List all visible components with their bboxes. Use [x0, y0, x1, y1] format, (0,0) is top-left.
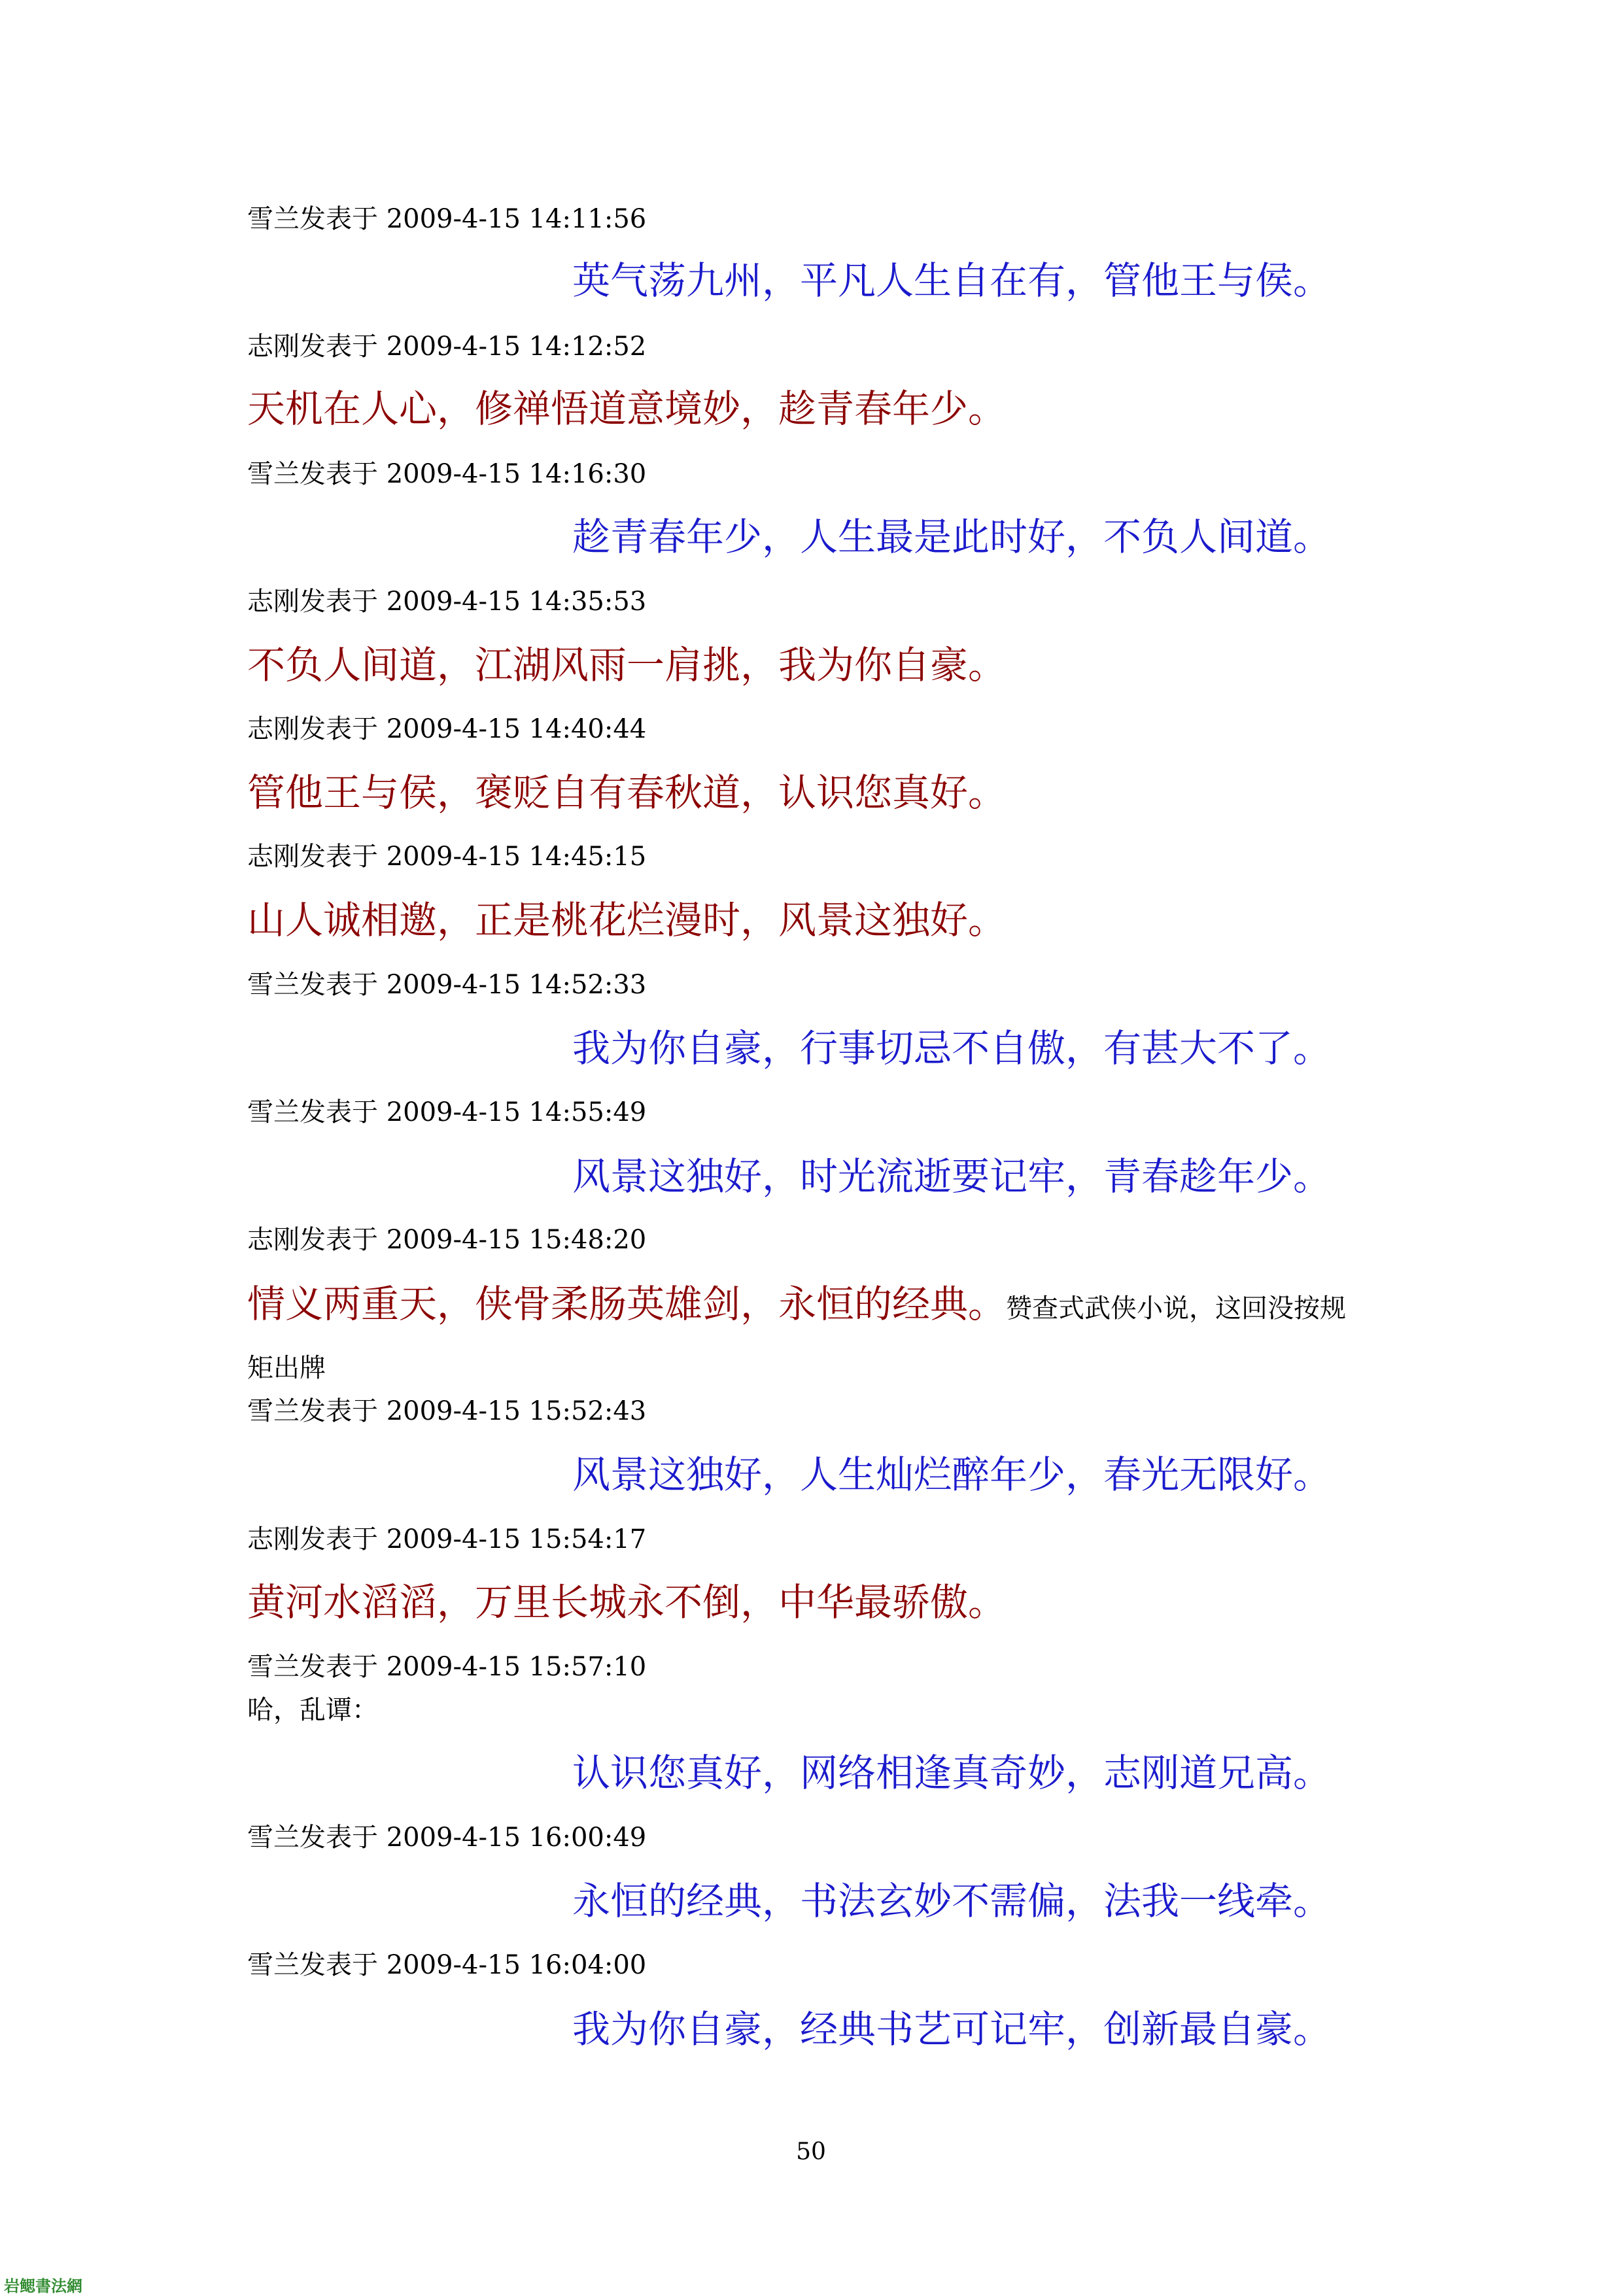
post-meta: 雪兰发表于 2009-4-15 15:57:10: [247, 1652, 647, 1682]
verse-line: 天机在人心，修禅悟道意境妙，趁青春年少。: [247, 386, 1007, 431]
verse-line: 认识您真好，网络相逢真奇妙，志刚道兄高。: [572, 1751, 1332, 1795]
post-note: 赞查式武侠小说，这回没按规: [1006, 1294, 1347, 1324]
verse-line: 山人诚相邀，正是桃花烂漫时，风景这独好。: [247, 898, 1007, 942]
verse-line: 风景这独好，人生灿烂醉年少，春光无限好。: [572, 1452, 1332, 1497]
post-note-continuation: 矩出牌: [247, 1353, 326, 1383]
post-meta: 志刚发表于 2009-4-15 14:35:53: [247, 587, 647, 617]
verse-text: 情义两重天，侠骨柔肠英雄剑，永恒的经典。: [247, 1282, 1007, 1326]
verse-line: 管他王与侯，褒贬自有春秋道，认识您真好。: [247, 770, 1007, 815]
verse-line: 永恒的经典，书法玄妙不需偏，法我一线牵。: [572, 1879, 1332, 1923]
post-meta: 志刚发表于 2009-4-15 15:48:20: [247, 1225, 647, 1255]
post-meta: 雪兰发表于 2009-4-15 16:00:49: [247, 1823, 647, 1853]
post-meta: 志刚发表于 2009-4-15 14:40:44: [247, 714, 647, 744]
site-watermark: 岩鳃書法網: [4, 2277, 82, 2295]
post-pretext: 哈，乱谭：: [247, 1695, 378, 1725]
post-meta: 雪兰发表于 2009-4-15 14:52:33: [247, 970, 647, 1000]
verse-line: 英气荡九州，平凡人生自在有，管他王与侯。: [572, 258, 1332, 303]
page-number: 50: [796, 2138, 826, 2165]
post-meta: 雪兰发表于 2009-4-15 14:55:49: [247, 1097, 647, 1127]
verse-line: 黄河水滔滔，万里长城永不倒，中华最骄傲。: [247, 1580, 1007, 1624]
post-meta: 雪兰发表于 2009-4-15 15:52:43: [247, 1396, 647, 1426]
post-meta: 雪兰发表于 2009-4-15 14:16:30: [247, 459, 647, 489]
verse-line: 我为你自豪，经典书艺可记牢，创新最自豪。: [572, 2007, 1332, 2051]
post-meta: 志刚发表于 2009-4-15 14:12:52: [247, 332, 647, 362]
verse-line: [247, 1282, 1347, 1326]
verse-line: 不负人间道，江湖风雨一肩挑，我为你自豪。: [247, 643, 1007, 687]
verse-line: 风景这独好，时光流逝要记牢，青春趁年少。: [572, 1154, 1332, 1199]
post-meta: 志刚发表于 2009-4-15 14:45:15: [247, 842, 647, 872]
verse-line: 我为你自豪，行事切忌不自傲，有甚大不了。: [572, 1026, 1332, 1071]
post-meta: 雪兰发表于 2009-4-15 16:04:00: [247, 1950, 647, 1980]
verse-line: 趁青春年少，人生最是此时好，不负人间道。: [572, 515, 1332, 559]
post-meta: 雪兰发表于 2009-4-15 14:11:56: [247, 204, 647, 234]
post-meta: 志刚发表于 2009-4-15 15:54:17: [247, 1524, 647, 1554]
